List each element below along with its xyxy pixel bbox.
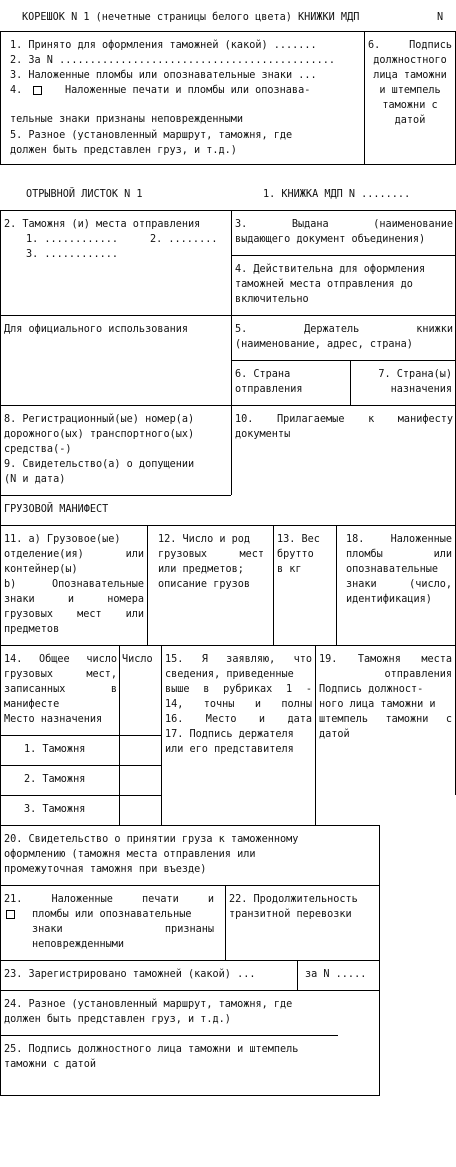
stub-title: КОРЕШОК N 1 (нечетные страницы белого цвета) КНИЖКИ МДП — [22, 12, 360, 23]
stub-field-4-cont: тельные знаки признаны неповрежденными — [10, 114, 244, 125]
field-5-holder: 5. Держатель книжки (наименование, адрес, страна) — [235, 324, 453, 350]
field-10-documents: 10. Прилагаемые к манифесту документы — [235, 414, 453, 440]
voucher-title: ОТРЫВНОЙ ЛИСТОК N 1 — [26, 189, 143, 200]
official-use-label: Для официального использования — [4, 324, 189, 335]
field-23-number: за N ..... — [305, 969, 367, 980]
field-4-valid: 4. Действительна для оформления таможней места отправления до включительно — [235, 264, 426, 305]
field-3-issued: 3. Выдана (наименование выдающего документ объединения) — [235, 219, 454, 245]
field-20-acceptance: 20. Свидетельство о принятии груза к таможенному оформлению (таможня места отправления или промежуточная таможня при въезде) — [4, 834, 299, 875]
stub-seals-checkbox[interactable] — [33, 86, 42, 95]
field-23-registered: 23. Зарегистрировано таможней (какой) ... — [4, 969, 256, 980]
stub-field-6: 6. Подпись должностного лица таможни и штемпель таможни с датой — [368, 40, 452, 126]
stub-field-4-number: 4. — [10, 85, 23, 96]
customs-office-2: 2. Таможня — [24, 774, 86, 785]
field-2-label: 2. Таможня (и) места отправления — [4, 219, 201, 230]
stub-field-3: 3. Наложенные пломбы или опознавательные знаки ... — [10, 70, 317, 81]
stub-field-4-text: Наложенные печати и пломбы или опознава- — [65, 85, 311, 96]
field-12-packages: 12. Число и род грузовых мест или предметов; описание грузов — [158, 534, 264, 590]
field-22-transit-duration: 22. Продолжительность транзитной перевозки — [229, 894, 358, 920]
goods-manifest-title: ГРУЗОВОЙ МАНИФЕСТ — [4, 504, 109, 515]
field-24-miscellaneous: 24. Разное (установленный маршрут, таможня, где должен быть представлен груз, и т.д.) — [4, 999, 293, 1025]
field-18-seals: 18. Наложенные пломбы или опознавательные знаки (число, идентификация) — [346, 534, 452, 605]
stub-field-2: 2. За N ............................................. — [10, 55, 336, 66]
customs-office-3: 3. Таможня — [24, 804, 86, 815]
field-25-official-signature: 25. Подпись должностного лица таможни и штемпель таможни с датой — [4, 1044, 299, 1070]
field-6-country-departure: 6. Страна отправления — [235, 369, 303, 395]
field-19-customs-signature: 19. Таможня места отправления Подпись должност- ного лица таможни и штемпель таможни с датой — [319, 654, 452, 740]
field-2-place-1: 1. ............ — [26, 234, 119, 245]
field-14-total-packages: 14. Общее число грузовых мест, записанных в манифесте Место назначения — [4, 654, 118, 725]
stub-field-5: 5. Разное (установленный маршрут, таможня, где — [10, 130, 293, 141]
field-2-place-2: 2. ........ — [150, 234, 218, 245]
field-21-seals-intact: 21. Наложенные печати и пломбы или опознавательные знаки признаны неповрежденными — [4, 894, 214, 950]
field-15-declaration: 15. Я заявляю, что сведения, приведенные выше в рубриках 1 - 14, точны и полны 16. Место и дата 17. Подпись держателя или его представителя — [165, 654, 313, 755]
field-11-compartments: 11. а) Грузовое(ые) отделение(ия) или контейнер(ы) b) Опознавательные знаки и номера грузовых мест или предметов — [4, 534, 144, 635]
number-column-header: Число — [122, 654, 153, 665]
field-8-registration: 8. Регистрационный(ые) номер(а) дорожного(ых) транспортного(ых) средства(-) — [4, 414, 195, 455]
stub-field-1: 1. Принято для оформления таможней (какой) ....... — [10, 40, 317, 51]
tir-carnet-number: 1. КНИЖКА МДП N ........ — [263, 189, 411, 200]
field-13-gross-weight: 13. Вес брутто в кг — [277, 534, 320, 575]
customs-office-1: 1. Таможня — [24, 744, 86, 755]
field-7-country-destination: 7. Страна(ы) назначения — [378, 369, 452, 395]
stub-field-5-cont: должен быть представлен груз, и т.д.) — [10, 145, 237, 156]
field-9-certificate: 9. Свидетельство(а) о допущении (N и дата) — [4, 459, 195, 485]
seals-intact-checkbox[interactable] — [6, 910, 15, 919]
stub-number-label: N — [437, 12, 444, 23]
field-2-place-3: 3. ............ — [26, 249, 119, 260]
